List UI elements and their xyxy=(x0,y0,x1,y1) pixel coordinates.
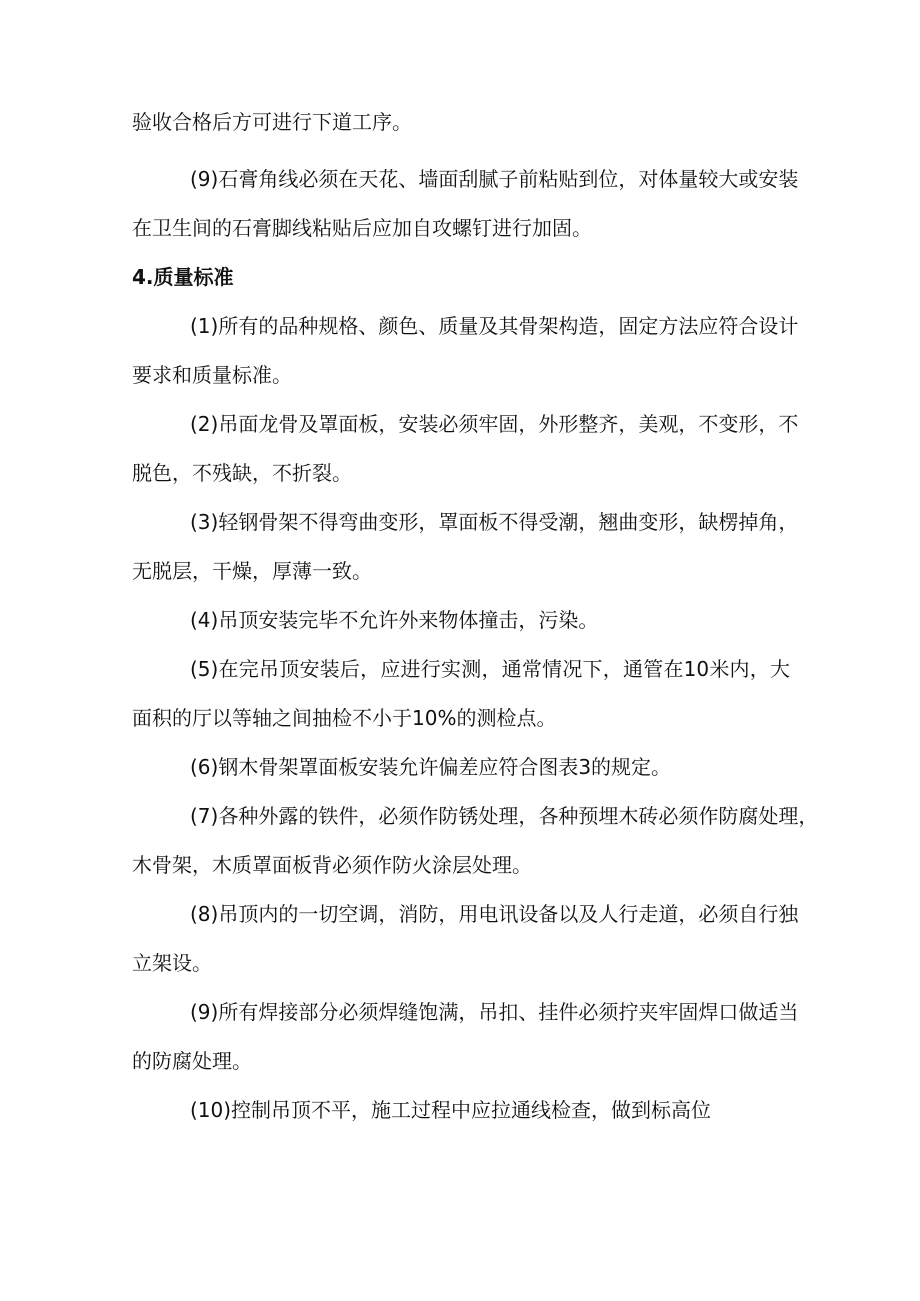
text-line: (6)钢木骨架罩面板安装允许偏差应符合图表3的规定。 xyxy=(190,755,672,779)
paragraph xyxy=(132,400,799,498)
text-line: 立架设。 xyxy=(132,951,212,975)
text-line: (5)在完吊顶安装后，应进行实测，通常情况下，通管在10米内，大 xyxy=(190,657,790,681)
text-line: (4)吊顶安装完毕不允许外来物体撞击，污染。 xyxy=(190,608,599,632)
text-line: (8)吊顶内的一切空调，消防，用电讯设备以及人行走道，必须自行独 xyxy=(190,902,799,926)
text-line: 4.质量标准 xyxy=(132,265,234,289)
paragraph xyxy=(132,498,799,596)
text-line: 脱色，不残缺，不折裂。 xyxy=(132,461,352,485)
text-line: 的防腐处理。 xyxy=(132,1049,252,1073)
text-line: 在卫生间的石膏脚线粘贴后应加自攻螺钉进行加固。 xyxy=(132,216,592,240)
paragraph xyxy=(132,302,799,400)
text-line: 要求和质量标准。 xyxy=(132,363,292,387)
text-line: (9)石膏角线必须在天花、墙面刮腻子前粘贴到位，对体量较大或安装 xyxy=(190,167,799,191)
paragraph xyxy=(132,155,799,253)
paragraph xyxy=(132,1086,790,1135)
paragraph xyxy=(132,988,799,1086)
paragraph xyxy=(132,743,790,792)
paragraph xyxy=(132,98,790,147)
text-line: (10)控制吊顶不平，施工过程中应拉通线检查，做到标高位 xyxy=(190,1098,712,1122)
document-page xyxy=(132,98,819,1135)
paragraph xyxy=(132,792,819,890)
paragraph xyxy=(132,890,799,988)
section-heading xyxy=(132,253,790,302)
paragraph xyxy=(132,596,790,645)
text-line: (7)各种外露的铁件，必须作防锈处理，各种预埋木砖必须作防腐处理， xyxy=(190,804,819,828)
text-line: (2)吊面龙骨及罩面板，安装必须牢固，外形整齐，美观，不变形，不 xyxy=(190,412,799,436)
text-line: 面积的厅以等轴之间抽检不小于10%的测检点。 xyxy=(132,706,557,730)
text-line: 验收合格后方可进行下道工序。 xyxy=(132,110,412,134)
text-line: 木骨架，木质罩面板背必须作防火涂层处理。 xyxy=(132,853,532,877)
text-line: 无脱层，干燥，厚薄一致。 xyxy=(132,559,372,583)
text-line: (9)所有焊接部分必须焊缝饱满，吊扣、挂件必须拧夹牢固焊口做适当 xyxy=(190,1000,799,1024)
text-line: (3)轻钢骨架不得弯曲变形，罩面板不得受潮，翘曲变形，缺楞掉角， xyxy=(190,510,799,534)
paragraph xyxy=(132,645,790,743)
text-line: (1)所有的品种规格、颜色、质量及其骨架构造，固定方法应符合设计 xyxy=(190,314,799,338)
